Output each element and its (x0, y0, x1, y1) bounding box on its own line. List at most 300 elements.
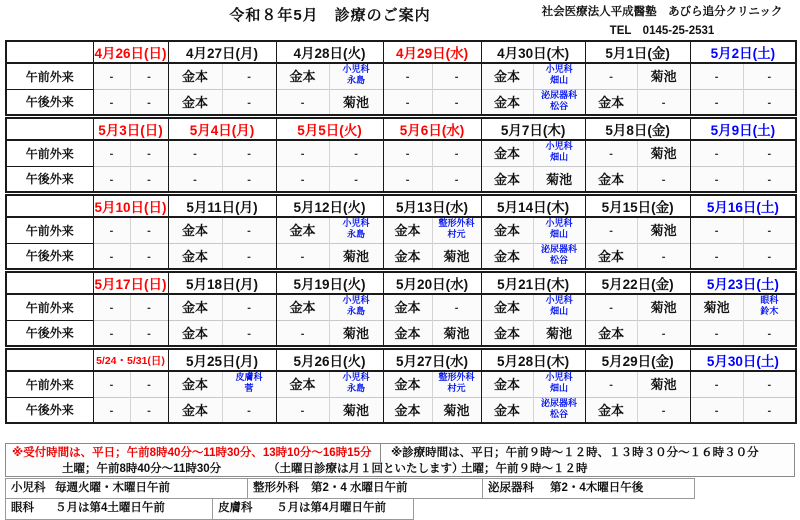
schedule-cell (276, 166, 329, 192)
doctor-name: 金本 (494, 223, 521, 239)
dept-ophthalmology (5, 499, 213, 520)
date-header: 5月12日(火) (276, 195, 383, 217)
schedule-cell (743, 217, 796, 243)
schedule-cell (690, 140, 743, 166)
row-label-am: 午前外来 (6, 140, 93, 166)
row-label-am: 午前外来 (6, 371, 93, 397)
specialty-doctor-label: 小児科 永島 (342, 295, 370, 317)
schedule-cell (168, 294, 222, 320)
doctor-name: 金本 (598, 402, 625, 418)
doctor-name: 金本 (289, 300, 316, 316)
doctor-name: 金本 (182, 94, 209, 110)
doctor-name: 金本 (494, 146, 521, 162)
schedule-cell (432, 371, 481, 397)
no-doctor-dash: - (714, 250, 719, 263)
dept-name: 眼科 (11, 502, 34, 514)
no-doctor-dash: - (714, 404, 719, 417)
date-header: 5/24・5/31(日) (93, 349, 168, 371)
no-doctor-dash: - (661, 327, 666, 340)
schedule-cell (130, 294, 168, 320)
schedule-cell (168, 63, 222, 89)
schedule-cell (432, 294, 481, 320)
no-doctor-dash: - (300, 327, 305, 340)
no-doctor-dash: - (109, 96, 114, 109)
doctor-name: 金本 (494, 69, 521, 85)
specialty-doctor-label: 整形外科 村元 (438, 218, 475, 240)
schedule-cell (383, 140, 432, 166)
schedule-cell (168, 140, 222, 166)
date-header-row (6, 41, 796, 63)
row-label-pm: 午後外来 (6, 397, 93, 423)
schedule-cell (432, 63, 481, 89)
schedule-cell (222, 320, 276, 346)
schedule-cell (481, 140, 533, 166)
doctor-name: 金本 (598, 171, 625, 187)
schedule-cell (276, 243, 329, 269)
schedule-cell (585, 140, 637, 166)
doctor-name: 菊池 (443, 402, 470, 418)
doctor-name: 菊池 (546, 325, 573, 341)
doctor-name: 金本 (494, 300, 521, 316)
schedule-cell (481, 371, 533, 397)
date-header: 4月28日(火) (276, 41, 383, 63)
department-schedule (5, 478, 795, 520)
doctor-name: 金本 (289, 377, 316, 393)
schedule-cell (743, 166, 796, 192)
dept-schedule: ５月は第4月曜日午前 (276, 502, 386, 514)
schedule-cell (585, 320, 637, 346)
date-header: 5月21日(木) (481, 272, 585, 294)
doctor-name: 金本 (494, 248, 521, 264)
specialty-doctor-label: 小児科 畑山 (545, 141, 573, 163)
schedule-cell (481, 217, 533, 243)
no-doctor-dash: - (147, 225, 151, 238)
doctor-name: 金本 (598, 248, 625, 264)
schedule-cell (130, 371, 168, 397)
no-doctor-dash: - (109, 225, 114, 238)
schedule-cell (533, 63, 585, 89)
schedule-cell (130, 89, 168, 115)
no-doctor-dash: - (147, 96, 151, 109)
no-doctor-dash: - (300, 173, 305, 186)
schedule-cell (329, 371, 383, 397)
specialty-doctor-label: 眼科 鈴木 (760, 295, 779, 317)
no-doctor-dash: - (609, 148, 613, 161)
saturday-hours-row (6, 462, 794, 477)
date-header: 5月18日(月) (168, 272, 276, 294)
row-label-pm: 午後外来 (6, 243, 93, 269)
date-header: 5月2日(土) (690, 41, 796, 63)
week-table (5, 40, 797, 116)
schedule-cell (329, 166, 383, 192)
no-doctor-dash: - (147, 302, 151, 315)
schedule-cell (222, 89, 276, 115)
schedule-cell (690, 371, 743, 397)
schedule-cell (585, 63, 637, 89)
no-doctor-dash: - (109, 404, 114, 417)
dept-schedule: 第2・4 水曜日午前 (311, 482, 408, 494)
no-doctor-dash: - (354, 148, 358, 161)
schedule-cell (432, 217, 481, 243)
week-table (5, 348, 797, 424)
doctor-name: 菊池 (650, 223, 677, 239)
schedule-cell (168, 217, 222, 243)
schedule-cell (130, 397, 168, 423)
schedule-cell (383, 217, 432, 243)
schedule-cell (690, 397, 743, 423)
schedule-cell (585, 371, 637, 397)
corner-cell (6, 349, 93, 371)
am-row (6, 217, 796, 243)
no-doctor-dash: - (109, 173, 114, 186)
saturday-once-monthly-note: （土曜日診療は月１回といたします） (268, 463, 464, 475)
doctor-name: 菊池 (650, 146, 677, 162)
specialty-doctor-label: 泌尿器科 松谷 (541, 397, 578, 419)
schedule-cell (690, 243, 743, 269)
schedule-cell (432, 166, 481, 192)
dept-schedule: ５月は第4土曜日午前 (55, 502, 165, 514)
pm-row (6, 89, 796, 115)
week-table (5, 117, 797, 193)
date-header-row (6, 349, 796, 371)
no-doctor-dash: - (300, 404, 305, 417)
schedule-cell (276, 217, 329, 243)
no-doctor-dash: - (405, 96, 410, 109)
schedule-cell (383, 166, 432, 192)
no-doctor-dash: - (714, 327, 719, 340)
schedule-cell (383, 371, 432, 397)
dept-name: 小児科 (11, 482, 46, 494)
date-header: 5月6日(水) (383, 118, 481, 140)
specialty-doctor-label: 整形外科 村元 (438, 372, 475, 394)
schedule-cell (533, 140, 585, 166)
no-doctor-dash: - (193, 148, 197, 161)
schedule-cell (690, 294, 743, 320)
row-label-am: 午前外来 (6, 217, 93, 243)
schedule-cell (481, 294, 533, 320)
no-doctor-dash: - (247, 225, 251, 238)
pm-row (6, 397, 796, 423)
doctor-name: 菊池 (703, 300, 730, 316)
no-doctor-dash: - (454, 173, 459, 186)
schedule-cell (585, 243, 637, 269)
schedule-cell (222, 217, 276, 243)
doctor-name: 金本 (181, 402, 208, 418)
date-header: 5月13日(水) (383, 195, 481, 217)
date-header: 5月25日(月) (168, 349, 276, 371)
doctor-name: 金本 (182, 248, 209, 264)
date-header: 5月20日(水) (383, 272, 481, 294)
doctor-name: 菊池 (443, 248, 470, 264)
schedule-cell (130, 63, 168, 89)
schedule-cell (329, 320, 383, 346)
schedule-cell (383, 320, 432, 346)
no-doctor-dash: - (147, 379, 151, 392)
specialty-doctor-label: 小児科 畑山 (545, 64, 573, 86)
schedule-cell (637, 397, 690, 423)
dept-pediatrics (5, 478, 248, 499)
schedule-cell (168, 243, 222, 269)
pm-row (6, 320, 796, 346)
no-doctor-dash: - (714, 71, 719, 84)
no-doctor-dash: - (661, 250, 666, 263)
no-doctor-dash: - (147, 71, 151, 84)
no-doctor-dash: - (147, 173, 151, 186)
row-label-pm: 午後外来 (6, 320, 93, 346)
reception-hours-note: ※受付時間は、平日；午前8時40分～11時30分、13時10分～16時15分 (6, 444, 381, 462)
specialty-doctor-label: 小児科 畑山 (545, 218, 573, 240)
no-doctor-dash: - (109, 71, 114, 84)
schedule-cell (93, 217, 130, 243)
schedule-cell (743, 140, 796, 166)
no-doctor-dash: - (714, 148, 719, 161)
no-doctor-dash: - (354, 173, 358, 186)
no-doctor-dash: - (247, 71, 251, 84)
schedule-cell (93, 89, 130, 115)
clinic-tel: TEL 0145-25-2531 (609, 25, 715, 37)
doctor-name: 金本 (394, 325, 421, 341)
doctor-name: 金本 (394, 300, 421, 316)
schedule-cell (637, 371, 690, 397)
no-doctor-dash: - (714, 173, 719, 186)
schedule-cell (383, 294, 432, 320)
no-doctor-dash: - (454, 302, 459, 315)
doctor-name: 菊池 (343, 248, 370, 264)
pm-row (6, 243, 796, 269)
no-doctor-dash: - (247, 148, 251, 161)
dept-name: 整形外科 (253, 482, 299, 494)
doctor-name: 金本 (182, 69, 209, 85)
schedule-cell (481, 320, 533, 346)
schedule-cell (329, 89, 383, 115)
date-header-row (6, 195, 796, 217)
schedule-cell (432, 320, 481, 346)
no-doctor-dash: - (247, 404, 251, 417)
page-title: 令和８年5月 診療のご案内 (229, 7, 431, 24)
schedule-cell (533, 320, 585, 346)
schedule-cell (276, 397, 329, 423)
schedule-cell (93, 320, 130, 346)
no-doctor-dash: - (247, 327, 251, 340)
no-doctor-dash: - (454, 96, 459, 109)
schedule-cell (481, 243, 533, 269)
no-doctor-dash: - (767, 148, 772, 161)
no-doctor-dash: - (454, 148, 459, 161)
specialty-doctor-label: 小児科 畑山 (545, 295, 573, 317)
schedule-cell (637, 89, 690, 115)
date-header: 5月7日(木) (481, 118, 585, 140)
no-doctor-dash: - (405, 71, 410, 84)
schedule-cell (637, 63, 690, 89)
date-header: 5月11日(月) (168, 195, 276, 217)
no-doctor-dash: - (767, 225, 772, 238)
corner-cell (6, 195, 93, 217)
date-header-row (6, 272, 796, 294)
date-header: 4月29日(水) (383, 41, 481, 63)
schedule-cell (481, 89, 533, 115)
schedule-cell (585, 294, 637, 320)
schedule-cell (276, 371, 329, 397)
doctor-name: 菊池 (650, 300, 677, 316)
schedule-cell (222, 294, 276, 320)
schedule-cell (93, 140, 130, 166)
schedule-cell (585, 397, 637, 423)
doctor-name: 金本 (494, 325, 521, 341)
no-doctor-dash: - (109, 302, 114, 315)
schedule-cell (276, 89, 329, 115)
doctor-name: 金本 (181, 377, 208, 393)
doctor-name: 金本 (598, 325, 625, 341)
schedule-cell (168, 166, 222, 192)
no-doctor-dash: - (767, 327, 772, 340)
schedule-cell (743, 371, 796, 397)
date-header: 5月23日(土) (690, 272, 796, 294)
schedule-cell (533, 294, 585, 320)
no-doctor-dash: - (247, 302, 251, 315)
date-header: 5月16日(土) (690, 195, 796, 217)
corner-cell (6, 118, 93, 140)
schedule-cell (690, 217, 743, 243)
schedule-cell (481, 63, 533, 89)
no-doctor-dash: - (247, 173, 251, 186)
no-doctor-dash: - (193, 173, 197, 186)
date-header: 5月8日(金) (585, 118, 690, 140)
doctor-name: 菊池 (343, 325, 370, 341)
schedule-cell (93, 294, 130, 320)
schedule-cell (585, 89, 637, 115)
department-row (5, 478, 795, 499)
schedule-cell (222, 166, 276, 192)
am-row (6, 294, 796, 320)
no-doctor-dash: - (109, 379, 114, 392)
no-doctor-dash: - (767, 379, 772, 392)
no-doctor-dash: - (147, 404, 151, 417)
schedule-cell (637, 294, 690, 320)
doctor-name: 金本 (394, 402, 421, 418)
schedule-cell (130, 217, 168, 243)
no-doctor-dash: - (767, 404, 772, 417)
schedule-cell (743, 63, 796, 89)
date-header: 4月26日(日) (93, 41, 168, 63)
no-doctor-dash: - (767, 250, 772, 263)
date-header: 5月17日(日) (93, 272, 168, 294)
doctor-name: 金本 (494, 377, 521, 393)
no-doctor-dash: - (714, 225, 719, 238)
date-header: 5月30日(土) (690, 349, 796, 371)
schedule-cell (637, 217, 690, 243)
schedule-cell (690, 63, 743, 89)
schedule-cell (276, 294, 329, 320)
schedule-cell (383, 89, 432, 115)
schedule-cell (533, 371, 585, 397)
doctor-name: 金本 (494, 402, 521, 418)
schedule-cell (93, 243, 130, 269)
schedule-cell (222, 371, 276, 397)
date-header: 5月29日(金) (585, 349, 690, 371)
schedule-cell (743, 294, 796, 320)
row-label-am: 午前外来 (6, 63, 93, 89)
no-doctor-dash: - (714, 96, 719, 109)
doctor-name: 菊池 (343, 94, 370, 110)
schedule-cell (130, 243, 168, 269)
schedule-cell (432, 89, 481, 115)
dept-name: 泌尿器科 (488, 482, 534, 494)
specialty-doctor-label: 泌尿器科 松谷 (541, 243, 578, 265)
schedule-cell (168, 371, 222, 397)
doctor-name: 金本 (182, 223, 209, 239)
date-header: 5月5日(火) (276, 118, 383, 140)
schedule-cell (383, 397, 432, 423)
no-doctor-dash: - (109, 250, 114, 263)
schedule-cell (637, 140, 690, 166)
schedule-cell (743, 320, 796, 346)
date-header: 5月19日(火) (276, 272, 383, 294)
schedule-cell (329, 140, 383, 166)
row-label-pm: 午後外来 (6, 166, 93, 192)
schedule-cell (637, 166, 690, 192)
doctor-name: 金本 (494, 94, 521, 110)
schedule-cell (130, 166, 168, 192)
date-header: 4月27日(月) (168, 41, 276, 63)
doctor-name: 金本 (494, 171, 521, 187)
specialty-doctor-label: 小児科 永島 (342, 218, 370, 240)
no-doctor-dash: - (147, 148, 151, 161)
schedule-cell (93, 371, 130, 397)
schedule-cell (93, 166, 130, 192)
schedule-cell (432, 243, 481, 269)
date-header: 5月22日(金) (585, 272, 690, 294)
no-doctor-dash: - (300, 148, 305, 161)
corner-cell (6, 41, 93, 63)
schedule-cell (329, 397, 383, 423)
consultation-hours-note: ※診療時間は、平日；午前９時～１２時、１３時３０分～１６時３０分 (391, 447, 759, 459)
date-header: 5月10日(日) (93, 195, 168, 217)
schedule-cell (690, 166, 743, 192)
no-doctor-dash: - (247, 250, 251, 263)
schedule-cell (168, 89, 222, 115)
date-header: 5月15日(金) (585, 195, 690, 217)
week-table (5, 271, 797, 347)
no-doctor-dash: - (609, 225, 613, 238)
no-doctor-dash: - (767, 96, 772, 109)
clinic-info (532, 3, 792, 38)
no-doctor-dash: - (661, 404, 666, 417)
schedule-cell (432, 140, 481, 166)
row-label-am: 午前外来 (6, 294, 93, 320)
schedule-cell (222, 140, 276, 166)
schedule-cell (222, 63, 276, 89)
schedule-cell (329, 294, 383, 320)
dept-orthopedics (248, 478, 483, 499)
schedule-cell (533, 166, 585, 192)
row-label-pm: 午後外来 (6, 89, 93, 115)
schedule-cell (533, 397, 585, 423)
specialty-doctor-label: 皮膚科 菅 (235, 372, 263, 394)
no-doctor-dash: - (247, 96, 251, 109)
no-doctor-dash: - (609, 379, 613, 392)
schedule-cell (743, 243, 796, 269)
dept-urology (483, 478, 695, 499)
schedule-cell (690, 320, 743, 346)
no-doctor-dash: - (109, 148, 114, 161)
no-doctor-dash: - (300, 96, 305, 109)
schedule-cell (481, 397, 533, 423)
schedule-cell (432, 397, 481, 423)
schedule-cell (585, 166, 637, 192)
dept-schedule: 毎週火曜・木曜日午前 (55, 482, 170, 494)
schedule-table (5, 40, 797, 425)
specialty-doctor-label: 泌尿器科 松谷 (541, 89, 578, 111)
